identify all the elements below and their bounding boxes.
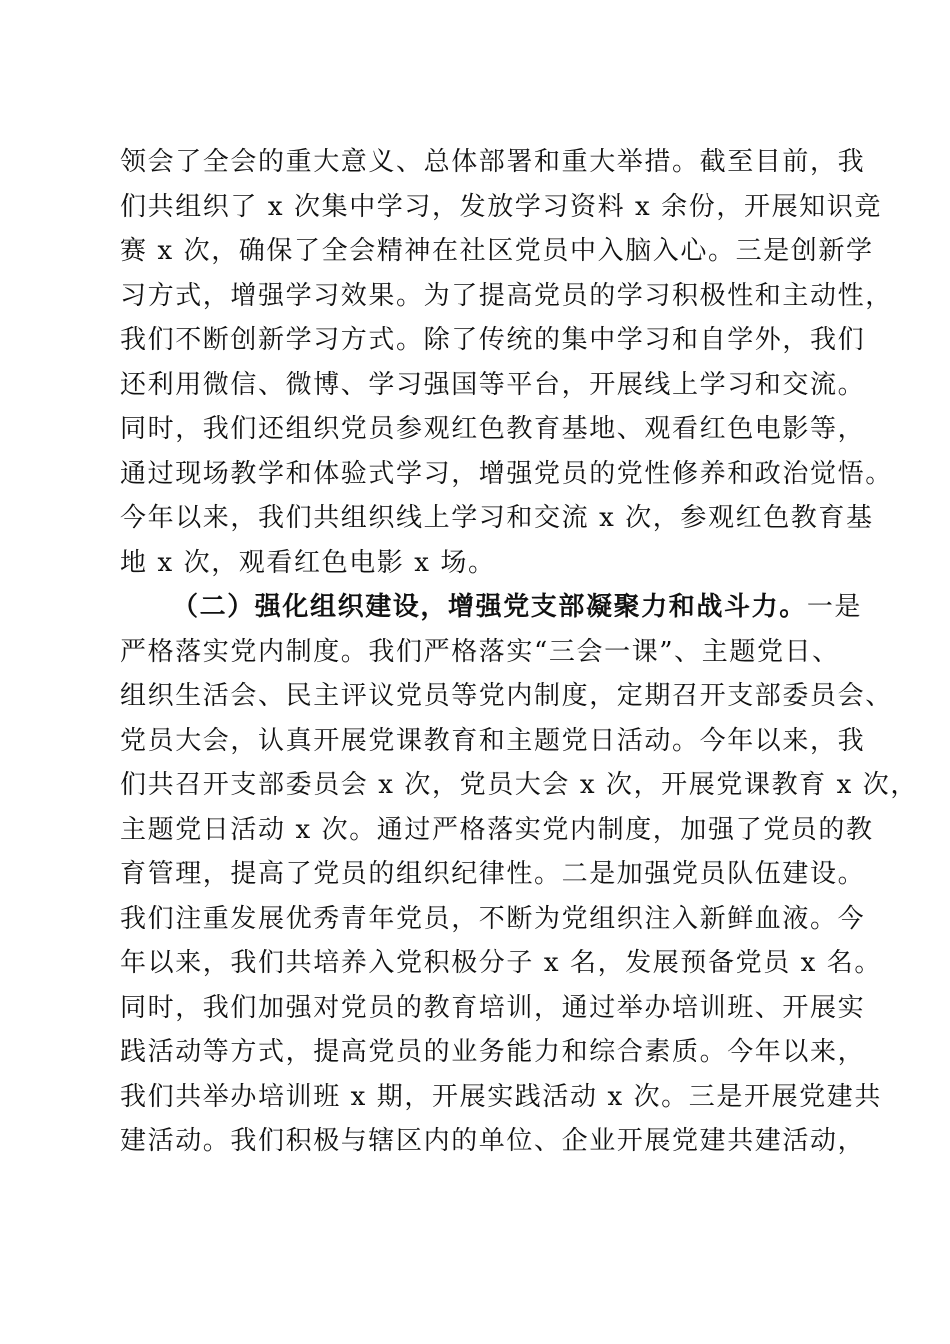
text-line: 严格落实党内制度。我们严格落实“三会一课”、主题党日、: [120, 636, 840, 667]
text-line: 同时，我们还组织党员参观红色教育基地、观看红色电影等，: [120, 414, 866, 444]
text-line: 党员大会，认真开展党课教育和主题党日活动。今年以来，我: [120, 725, 866, 756]
text-line: 组织生活会、民主评议党员等党内制度，定期召开支部委员会、: [120, 681, 893, 711]
text-line: 赛 x 次，确保了全会精神在社区党员中入脑入心。三是创新学: [120, 236, 874, 266]
paragraph-study: [120, 140, 893, 585]
text-line: 我们不断创新学习方式。除了传统的集中学习和自学外，我们: [120, 325, 866, 355]
text-line: 建活动。我们积极与辖区内的单位、企业开展党建共建活动，: [120, 1126, 866, 1156]
section-heading: （二）强化组织建设，增强党支部凝聚力和战斗力。: [172, 592, 807, 622]
text-line: 们共组织了 x 次集中学习，发放学习资料 x 余份，开展知识竞: [120, 191, 882, 222]
document-body: [120, 140, 918, 1164]
text-line: 我们共举办培训班 x 期，开展实践活动 x 次。三是开展党建共: [120, 1081, 882, 1112]
text-line: 育管理，提高了党员的组织纪律性。二是加强党员队伍建设。: [120, 859, 866, 889]
text-line: 领会了全会的重大意义、总体部署和重大举措。截至目前，我: [120, 147, 866, 177]
text-line: 我们注重发展优秀青年党员，不断为党组织注入新鲜血液。今: [120, 903, 866, 934]
text-line: 践活动等方式，提高党员的业务能力和综合素质。今年以来，: [120, 1037, 866, 1067]
section-heading-line: [120, 585, 863, 630]
text-line: 年以来，我们共培养入党积极分子 x 名，发展预备党员 x 名。: [120, 948, 882, 978]
text-line: 习方式，增强学习效果。为了提高党员的学习积极性和主动性，: [120, 280, 893, 311]
text-line: 同时，我们加强对党员的教育培训，通过举办培训班、开展实: [120, 992, 866, 1023]
text-line: 还利用微信、微博、学习强国等平台，开展线上学习和交流。: [120, 369, 866, 400]
text-line: 通过现场教学和体验式学习，增强党员的党性修养和政治觉悟。: [120, 458, 893, 489]
text-line: 地 x 次，观看红色电影 x 场。: [120, 547, 496, 578]
text-fragment: 一是: [806, 592, 863, 622]
text-line: 们共召开支部委员会 x 次，党员大会 x 次，开展党课教育 x 次，: [120, 770, 918, 800]
text-line: 主题党日活动 x 次。通过严格落实党内制度，加强了党员的教: [120, 814, 874, 845]
text-line: 今年以来，我们共组织线上学习和交流 x 次，参观红色教育基: [120, 503, 874, 533]
paragraph-organization: [120, 585, 918, 1164]
